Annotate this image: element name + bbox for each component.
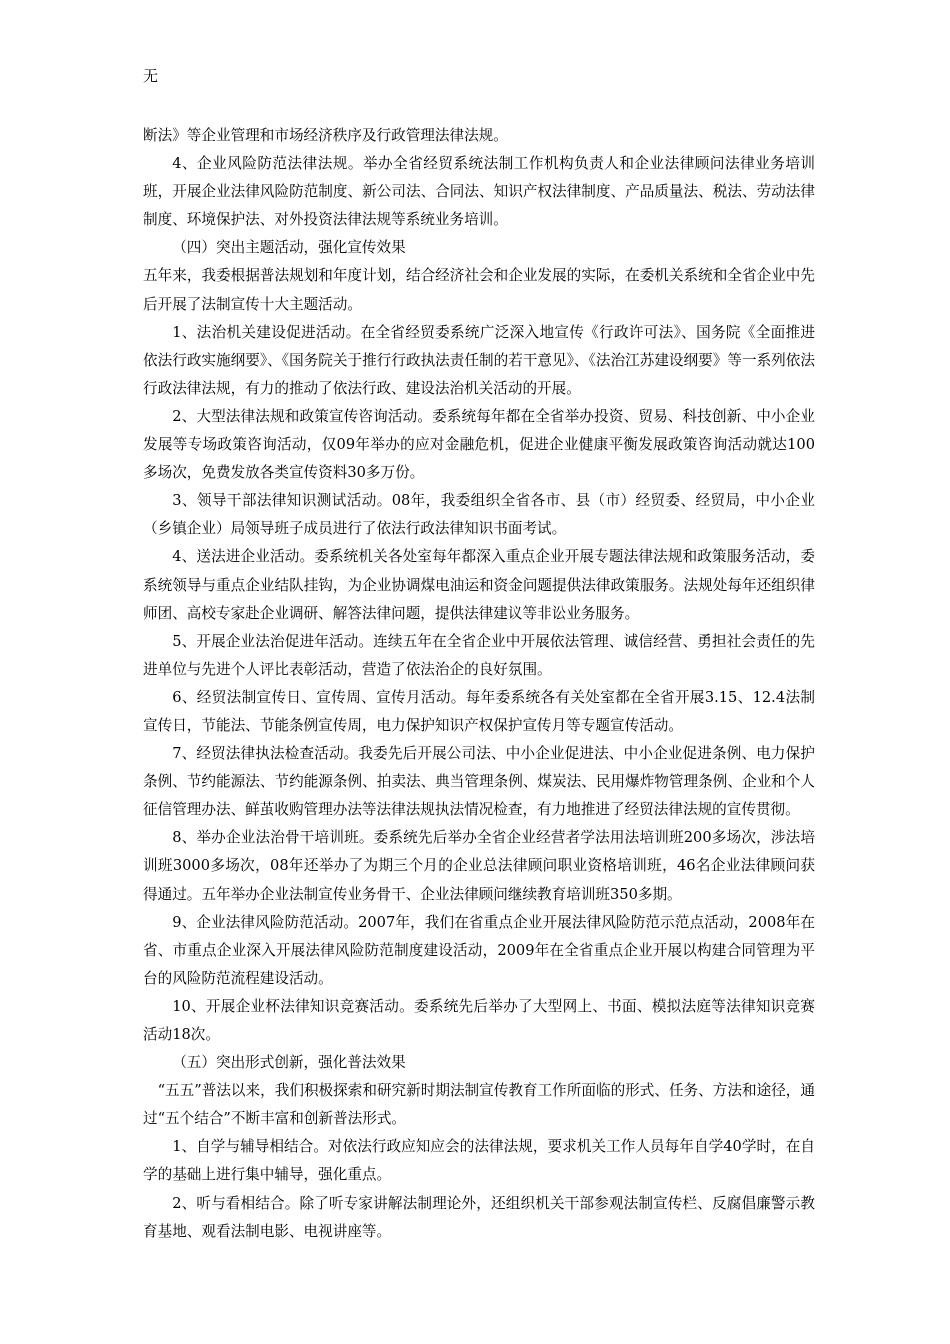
paragraph: 8、举办企业法治骨干培训班。委系统先后举办全省企业经营者学法用法培训班200多场次，涉法培训班3000多场次，08年还举办了为期三个月的企业总法律顾问职业资格培训班，46名企业法律顾问获得通过。五年举办企业法制宣传业务骨干、企业法律顾问继续教育培训班350多期。 xyxy=(143,829,815,903)
paragraph: 五年来，我委根据普法规划和年度计划，结合经济社会和企业发展的实际，在委机关系统和全省企业中先后开展了法制宣传十大主题活动。 xyxy=(143,267,815,313)
paragraph: 2、听与看相结合。除了听专家讲解法制理论外，还组织机关干部参观法制宣传栏、反腐倡廉警示教育基地、观看法制电影、电视讲座等。 xyxy=(143,1194,815,1240)
paragraph: 7、经贸法律执法检查活动。我委先后开展公司法、中小企业促进法、中小企业促进条例、电力保护条例、节约能源法、节约能源条例、拍卖法、典当管理条例、煤炭法、民用爆炸物管理条例、企业和个人征信管理办法、鲜茧收购管理办法等法律法规执法情况检查，有力地推进了经贸法律法规的宣传贯彻。 xyxy=(143,745,815,819)
paragraph: 10、开展企业杯法律知识竞赛活动。委系统先后举办了大型网上、书面、模拟法庭等法律知识竞赛活动18次。 xyxy=(143,997,815,1043)
paragraph: 断法》等企业管理和市场经济秩序及行政管理法律法规。 xyxy=(143,127,508,144)
paragraph: 2、大型法律法规和政策宣传咨询活动。委系统每年都在全省举办投资、贸易、科技创新、中小企业发展等专场政策咨询活动，仅09年举办的应对金融危机，促进企业健康平衡发展政策咨询活动就达100多场次，免费发放各类宣传资料30多万份。 xyxy=(143,407,815,482)
paragraph: 6、经贸法制宣传日、宣传周、宣传月活动。每年委系统各有关处室都在全省开展3.15、12.4法制宣传日，节能法、节能条例宣传周，电力保护知识产权保护宣传月等专题宣传活动。 xyxy=(143,688,815,734)
paragraph: 1、法治机关建设促进活动。在全省经贸委系统广泛深入地宣传《行政许可法》、国务院《全面推进依法行政实施纲要》、《国务院关于推行行政执法责任制的若干意见》、《法治江苏建设纲要》等一系列依法行政法律法规，有力的推动了依法行政、建设法治机关活动的开展。 xyxy=(143,323,815,397)
paragraph: 9、企业法律风险防范活动。2007年，我们在省重点企业开展法律风险防范示范点活动，2008年在省、市重点企业深入开展法律风险防范制度建设活动，2009年在全省重点企业开展以构建合同管理为平台的风险防范流程建设活动。 xyxy=(143,913,815,987)
paragraph: 4、送法进企业活动。委系统机关各处室每年都深入重点企业开展专题法律法规和政策服务活动，委系统领导与重点企业结队挂钩，为企业协调煤电油运和资金问题提供法律政策服务。法规处每年还组织律师团、高校专家赴企业调研、解答法律问题，提供法律建议等非讼业务服务。 xyxy=(143,548,815,622)
paragraph: 4、企业风险防范法律法规。举办全省经贸系统法制工作机构负责人和企业法律顾问法律业务培训班，开展企业法律风险防范制度、新公司法、合同法、知识产权法律制度、产品质量法、税法、劳动法律制度、环境保护法、对外投资法律法规等系统业务培训。 xyxy=(143,155,815,229)
paragraph: 3、领导干部法律知识测试活动。08年，我委组织全省各市、县（市）经贸委、经贸局，中小企业（乡镇企业）局领导班子成员进行了依法行政法律知识书面考试。 xyxy=(143,492,815,538)
paragraph: 1、自学与辅导相结合。对依法行政应知应会的法律法规，要求机关工作人员每年自学40学时，在自学的基础上进行集中辅导，强化重点。 xyxy=(143,1138,815,1184)
paragraph: “五五”普法以来，我们积极探索和研究新时期法制宣传教育工作所面临的形式、任务、方法和途径，通过“五个结合”不断丰富和创新普法形式。 xyxy=(143,1082,815,1128)
paragraph: （四）突出主题活动，强化宣传效果 xyxy=(172,239,406,257)
page-header: 无 xyxy=(143,67,159,85)
document-body xyxy=(143,122,815,1246)
paragraph: 5、开展企业法治促进年活动。连续五年在全省企业中开展依法管理、诚信经营、勇担社会责任的先进单位与先进个人评比表彰活动，营造了依法治企的良好氛围。 xyxy=(143,632,815,678)
paragraph: （五）突出形式创新，强化普法效果 xyxy=(172,1054,406,1072)
